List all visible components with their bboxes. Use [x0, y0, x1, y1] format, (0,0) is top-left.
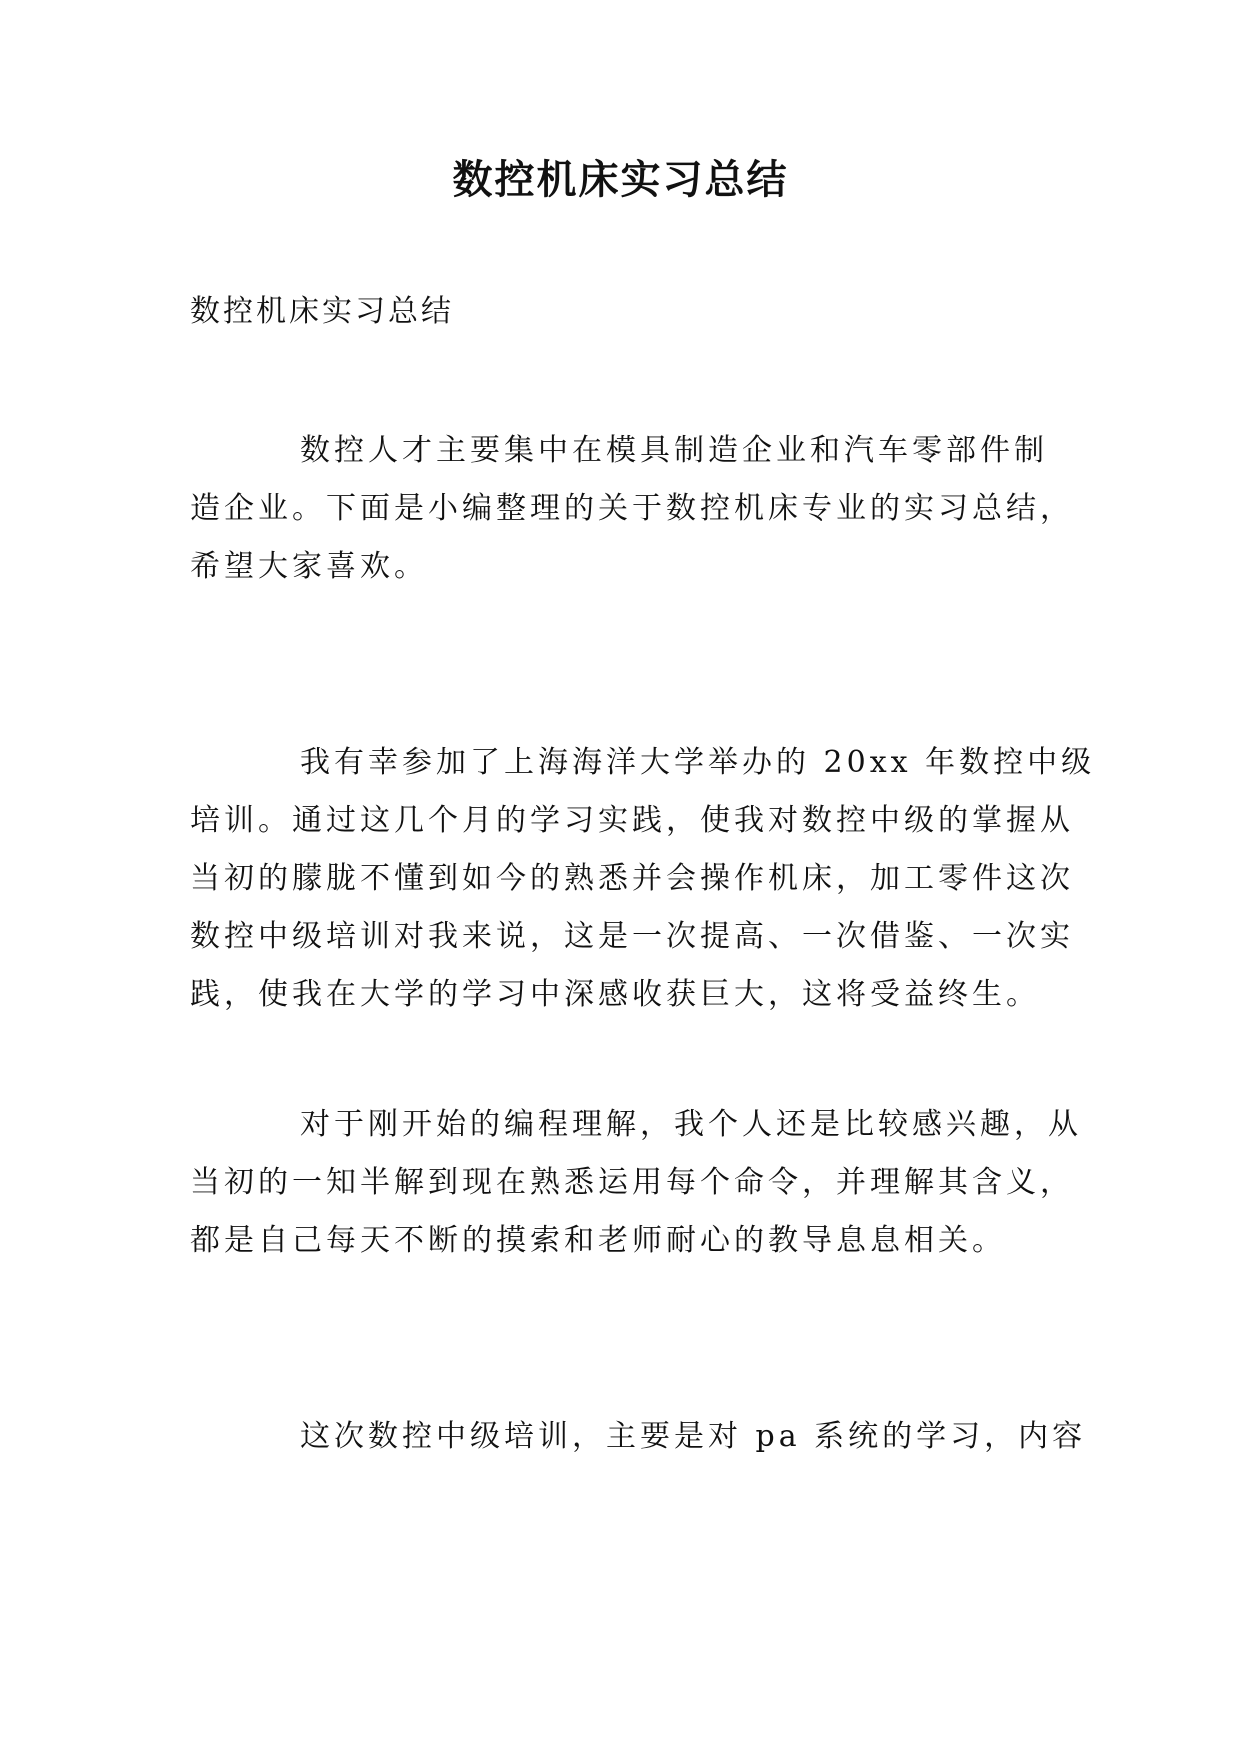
paragraph-line: 都是自己每天不断的摸索和老师耐心的教导息息相关。 [190, 1223, 1006, 1258]
paragraph-line: 这次数控中级培训，主要是对 pa 系统的学习，内容 [300, 1419, 1087, 1454]
paragraph-training [190, 734, 1096, 1024]
document-subtitle: 数控机床实习总结 [190, 294, 454, 329]
paragraph-line: 数控中级培训对我来说，这是一次提高、一次借鉴、一次实 [190, 919, 1074, 954]
paragraph-line: 数控人才主要集中在模具制造企业和汽车零部件制 [300, 433, 1048, 468]
paragraph-line: 希望大家喜欢。 [190, 549, 428, 584]
paragraph-programming [190, 1096, 1082, 1270]
paragraph-system [190, 1408, 1087, 1466]
paragraph-intro [190, 422, 1074, 596]
paragraph-line: 当初的朦胧不懂到如今的熟悉并会操作机床，加工零件这次 [190, 861, 1074, 896]
paragraph-line: 造企业。下面是小编整理的关于数控机床专业的实习总结， [190, 491, 1074, 526]
paragraph-line: 培训。通过这几个月的学习实践，使我对数控中级的掌握从 [190, 803, 1074, 838]
document-title: 数控机床实习总结 [452, 156, 789, 203]
paragraph-line: 当初的一知半解到现在熟悉运用每个命令，并理解其含义， [190, 1165, 1074, 1200]
paragraph-line: 我有幸参加了上海海洋大学举办的 20xx 年数控中级 [300, 745, 1096, 780]
paragraph-line: 践，使我在大学的学习中深感收获巨大，这将受益终生。 [190, 977, 1040, 1012]
paragraph-line: 对于刚开始的编程理解，我个人还是比较感兴趣，从 [300, 1107, 1082, 1142]
